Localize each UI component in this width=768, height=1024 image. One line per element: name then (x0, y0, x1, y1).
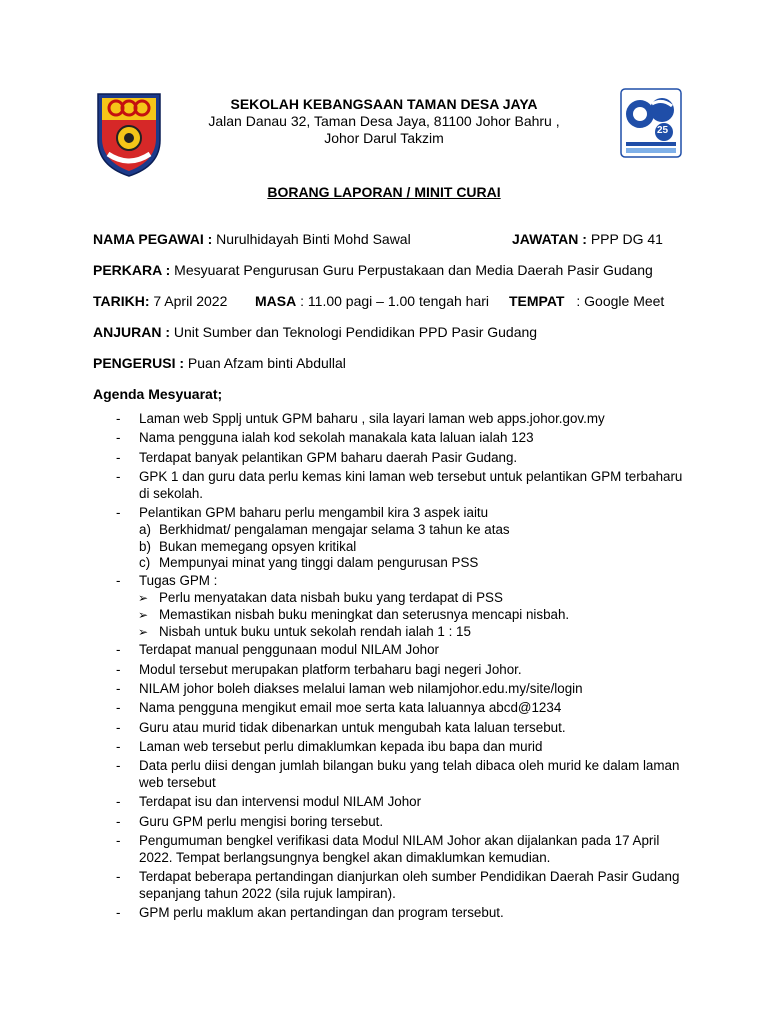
item-text: Guru GPM perlu mengisi boring tersebut. (139, 813, 384, 829)
tugas-text: Memastikan nisbah buku meningkat dan seterusnya mencapi nisbah. (159, 606, 570, 622)
dash-bullet: - (116, 813, 121, 829)
jawatan-label: JAWATAN : (512, 231, 587, 247)
dash-bullet: - (116, 905, 121, 921)
dash-bullet: - (116, 430, 121, 446)
aspect-item (93, 555, 683, 572)
item-text: Nama pengguna mengikut email moe serta kata laluannya abcd@1234 (139, 700, 562, 716)
list-item (93, 833, 683, 867)
dash-bullet: - (116, 680, 121, 696)
dash-bullet: - (116, 719, 121, 735)
nama-row (93, 231, 411, 247)
item-text: Laman web tersebut perlu dimaklumkan kepada ibu bapa dan murid (139, 738, 543, 754)
tempat-row (509, 293, 664, 309)
list-item (93, 758, 683, 792)
dash-bullet: - (116, 468, 121, 484)
aspect-marker: b) (139, 538, 151, 554)
item-text: Terdapat beberapa pertandingan dianjurkan oleh sumber Pendidikan Daerah Pasir Gudang sepanjang tahun 2022 (sila rujuk lampiran). (139, 868, 680, 901)
item-text: GPM perlu maklum akan pertandingan dan program tersebut. (139, 905, 504, 921)
school-crest-logo (94, 88, 164, 178)
list-item (93, 642, 683, 659)
list-item (93, 662, 683, 679)
dash-bullet: - (116, 411, 121, 426)
dash-bullet: - (116, 868, 121, 884)
aspect-item (93, 522, 683, 539)
masa-value: : 11.00 pagi – 1.00 tengah hari (300, 293, 490, 309)
item-text: Pelantikan GPM baharu perlu mengambil kira 3 aspek iaitu (139, 504, 489, 520)
tempat-value: : Google Meet (576, 293, 665, 309)
masa-label: MASA (255, 293, 297, 309)
dash-bullet: - (116, 504, 121, 520)
list-item (93, 794, 683, 811)
item-text: NILAM johor boleh diakses melalui laman web nilamjohor.edu.my/site/login (139, 680, 583, 696)
agenda-list (93, 411, 683, 924)
list-item (93, 869, 683, 903)
aspect-text: Mempunyai minat yang tinggi dalam pengurusan PSS (159, 555, 479, 571)
item-text: Pengumuman bengkel verifikasi data Modul NILAM Johor akan dijalankan pada 17 April 2022. Tempat berlangsungnya bengkel akan dimaklumkan kemudian. (139, 832, 660, 865)
list-item (93, 700, 683, 717)
tarikh-label: TARIKH: (93, 293, 150, 309)
perkara-row (93, 262, 653, 278)
pengerusi-row (93, 355, 346, 371)
school-name: SEKOLAH KEBANGSAAN TAMAN DESA JAYA (230, 96, 538, 112)
item-text: Terdapat manual penggunaan modul NILAM Johor (139, 642, 439, 658)
list-item (93, 905, 683, 922)
tugas-text: Nisbah untuk buku untuk sekolah rendah ialah 1 : 15 (159, 623, 471, 639)
item-text: Terdapat isu dan intervensi modul NILAM Johor (139, 794, 422, 810)
tugas-item (93, 590, 683, 607)
item-text: Modul tersebut merupakan platform terbaharu bagi negeri Johor. (139, 661, 522, 677)
anjuran-row (93, 324, 537, 340)
form-title: BORANG LAPORAN / MINIT CURAI (267, 184, 501, 200)
item-text: Nama pengguna ialah kod sekolah manakala kata laluan ialah 123 (139, 430, 534, 446)
tempat-label: TEMPAT (509, 293, 565, 309)
tugas-text: Perlu menyatakan data nisbah buku yang terdapat di PSS (159, 589, 503, 605)
tarikh-row (93, 293, 227, 309)
agenda-title: Agenda Mesyuarat; (93, 386, 223, 402)
list-item (93, 739, 683, 756)
list-item (93, 411, 683, 428)
tugas-item (93, 624, 683, 641)
dash-bullet: - (116, 449, 121, 465)
aspect-marker: a) (139, 521, 151, 537)
anjuran-value: Unit Sumber dan Teknologi Pendidikan PPD Pasir Gudang (173, 324, 538, 340)
list-item (93, 430, 683, 447)
logo-number: 25 (657, 125, 669, 136)
dash-bullet: - (116, 832, 121, 848)
jawatan-value: PPP DG 41 (590, 231, 663, 247)
ministry-logo (620, 88, 682, 158)
list-item (93, 505, 683, 522)
list-item (93, 814, 683, 831)
aspect-text: Berkhidmat/ pengalaman mengajar selama 3 tahun ke atas (159, 521, 510, 537)
item-text: GPK 1 dan guru data perlu kemas kini laman web tersebut untuk pelantikan GPM terbaharu di sekolah. (139, 468, 683, 501)
aspect-item (93, 539, 683, 556)
list-item (93, 573, 683, 590)
school-address-line1: Jalan Danau 32, Taman Desa Jaya, 81100 Johor Bahru , (208, 113, 560, 129)
nama-value: Nurulhidayah Binti Mohd Sawal (216, 231, 411, 247)
dash-bullet: - (116, 661, 121, 677)
masa-row (255, 293, 489, 309)
item-text: Guru atau murid tidak dibenarkan untuk mengubah kata laluan tersebut. (139, 719, 566, 735)
school-header (170, 96, 598, 147)
dash-bullet: - (116, 738, 121, 754)
pengerusi-label: PENGERUSI : (93, 355, 185, 371)
list-item (93, 720, 683, 737)
tugas-item (93, 607, 683, 624)
list-item (93, 469, 683, 503)
arrow-bullet-icon: ➢ (138, 607, 149, 622)
school-address-line2: Johor Darul Takzim (324, 130, 444, 146)
arrow-bullet-icon: ➢ (138, 590, 149, 605)
perkara-label: PERKARA : (93, 262, 171, 278)
aspect-text: Bukan memegang opsyen kritikal (159, 538, 357, 554)
anjuran-label: ANJURAN : (93, 324, 170, 340)
dash-bullet: - (116, 794, 121, 810)
dash-bullet: - (116, 700, 121, 716)
item-text: Laman web Spplj untuk GPM baharu , sila layari laman web apps.johor.gov.my (139, 411, 605, 426)
item-text: Tugas GPM : (139, 573, 218, 589)
list-item (93, 450, 683, 467)
item-text: Terdapat banyak pelantikan GPM baharu daerah Pasir Gudang. (139, 449, 518, 465)
perkara-value: Mesyuarat Pengurusan Guru Perpustakaan dan Media Daerah Pasir Gudang (174, 262, 653, 278)
dash-bullet: - (116, 642, 121, 658)
nama-label: NAMA PEGAWAI : (93, 231, 213, 247)
pengerusi-value: Puan Afzam binti Abdullal (187, 355, 346, 371)
jawatan-row (512, 231, 663, 247)
arrow-bullet-icon: ➢ (138, 624, 149, 639)
list-item (93, 681, 683, 698)
dash-bullet: - (116, 573, 121, 589)
dash-bullet: - (116, 758, 121, 774)
tarikh-value: 7 April 2022 (153, 293, 228, 309)
aspect-marker: c) (139, 555, 151, 571)
item-text: Data perlu diisi dengan jumlah bilangan buku yang telah dibaca oleh murid ke dalam laman web tersebut (139, 758, 680, 790)
